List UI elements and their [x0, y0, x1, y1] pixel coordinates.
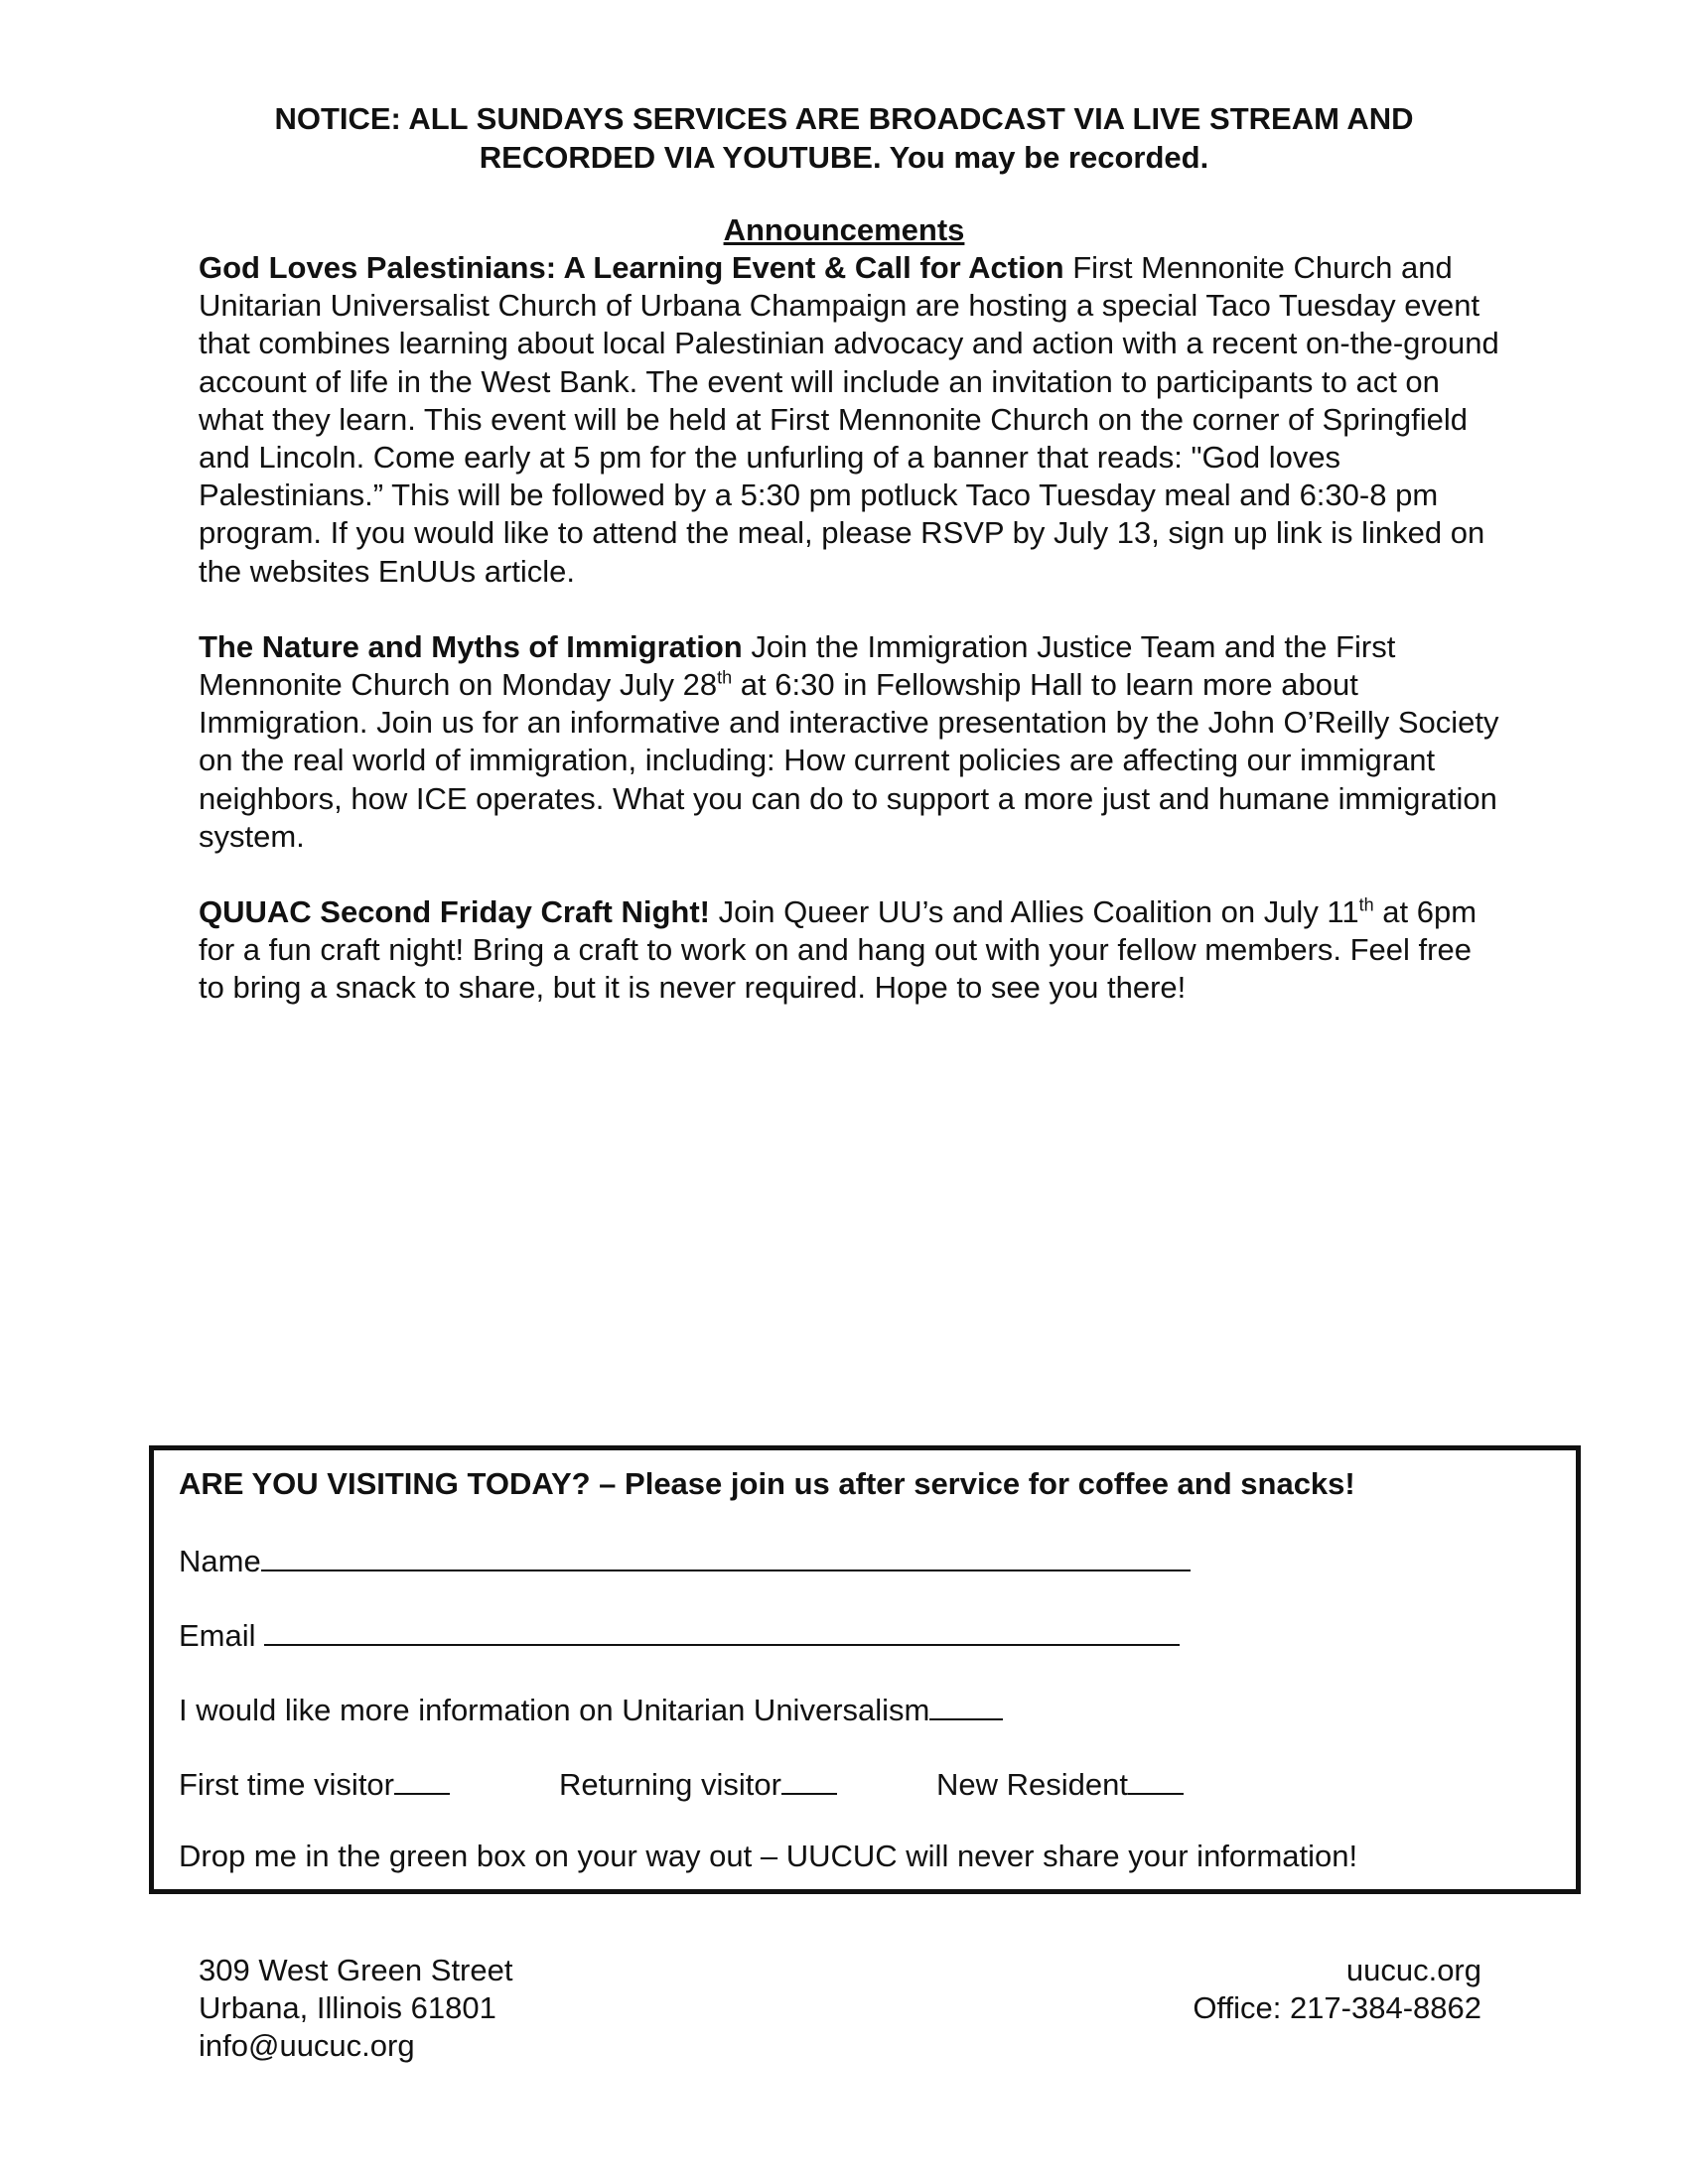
first-time-label: First time visitor [179, 1767, 394, 1802]
ordinal-suffix: th [717, 667, 733, 688]
livestream-notice [199, 99, 1489, 177]
announcement-body: Join Queer UU’s and Allies Coalition on July 11 [709, 894, 1359, 930]
name-label: Name [179, 1544, 261, 1578]
announcement-body-cont: at 6:30 in Fellowship Hall to learn more about Immigration. Join us for an informative and interactive presentation by the John O’Reilly Society on the real world of immigration, including: How current policies are affecting our immigrant neighbors, how ICE operates. What you can do to support a more just and humane immigration system. [199, 667, 1499, 854]
announcement-title: The Nature and Myths of Immigration [199, 628, 743, 664]
footer-email: info@uucuc.org [199, 2028, 415, 2063]
footer-phone: Office: 217-384-8862 [1193, 1990, 1481, 2025]
announcement-craft-night [199, 893, 1499, 1008]
info-request-label: I would like more information on Unitarian Universalism [179, 1693, 930, 1727]
footer-address [199, 1952, 512, 2065]
info-request-row [179, 1689, 1003, 1729]
visitor-type-row [179, 1763, 1184, 1804]
notice-line-2: RECORDED VIA YOUTUBE. You may be recorded. [479, 140, 1209, 175]
name-field[interactable] [261, 1540, 1191, 1571]
email-field[interactable] [264, 1614, 1180, 1646]
new-resident-field[interactable] [1128, 1763, 1184, 1795]
returning-field[interactable] [781, 1763, 837, 1795]
address-street: 309 West Green Street [199, 1953, 513, 1987]
footer-contact [1193, 1952, 1481, 2027]
announcement-immigration [199, 628, 1499, 856]
info-request-field[interactable] [929, 1689, 1003, 1720]
address-city: Urbana, Illinois 61801 [199, 1990, 496, 2025]
new-resident-label: New Resident [935, 1767, 1128, 1802]
email-label: Email [179, 1618, 265, 1653]
email-row [179, 1614, 1180, 1655]
announcement-title: QUUAC Second Friday Craft Night! [199, 894, 710, 930]
ordinal-suffix: th [1358, 894, 1374, 915]
announcements-list [199, 249, 1499, 1045]
announcement-body-cont: at 6pm for a fun craft night! Bring a craft to work on and hang out with your fellow members. Feel free to bring a snack to share, but it is never required. Hope to see you there! [199, 894, 1477, 1006]
visitor-card-heading: ARE YOU VISITING TODAY? – Please join us after service for coffee and snacks! [179, 1466, 1355, 1501]
visitor-card [149, 1445, 1581, 1894]
announcement-body: First Mennonite Church and Unitarian Universalist Church of Urbana Champaign are hosting a special Taco Tuesday event that combines learning about local Palestinian advocacy and action with a recent on-the-ground account of life in the West Bank. The event will include an invitation to participants to act on what they learn. This event will be held at First Mennonite Church on the corner of Springfield and Lincoln. Come early at 5 pm for the unfurling of a banner that reads: "God loves Palestinians.” This will be followed by a 5:30 pm potluck Taco Tuesday meal and 6:30-8 pm program. If you would like to attend the meal, please RSVP by July 13, sign up link is linked on the websites EnUUs article. [199, 250, 1499, 589]
notice-line-1: NOTICE: ALL SUNDAYS SERVICES ARE BROADCAST VIA LIVE STREAM AND [274, 101, 1414, 136]
announcements-heading: Announcements [723, 212, 965, 247]
announcement-body: Join the Immigration Justice Team and the First Mennonite Church on Monday July 28 [199, 628, 1396, 703]
returning-label: Returning visitor [559, 1767, 781, 1802]
first-time-field[interactable] [394, 1763, 450, 1795]
announcement-title: God Loves Palestinians: A Learning Event & Call for Action [199, 250, 1064, 285]
name-row [179, 1540, 1191, 1580]
drop-note: Drop me in the green box on your way out – UUCUC will never share your information! [179, 1839, 1358, 1873]
footer-website: uucuc.org [1345, 1953, 1481, 1987]
announcement-palestinians [199, 249, 1499, 591]
